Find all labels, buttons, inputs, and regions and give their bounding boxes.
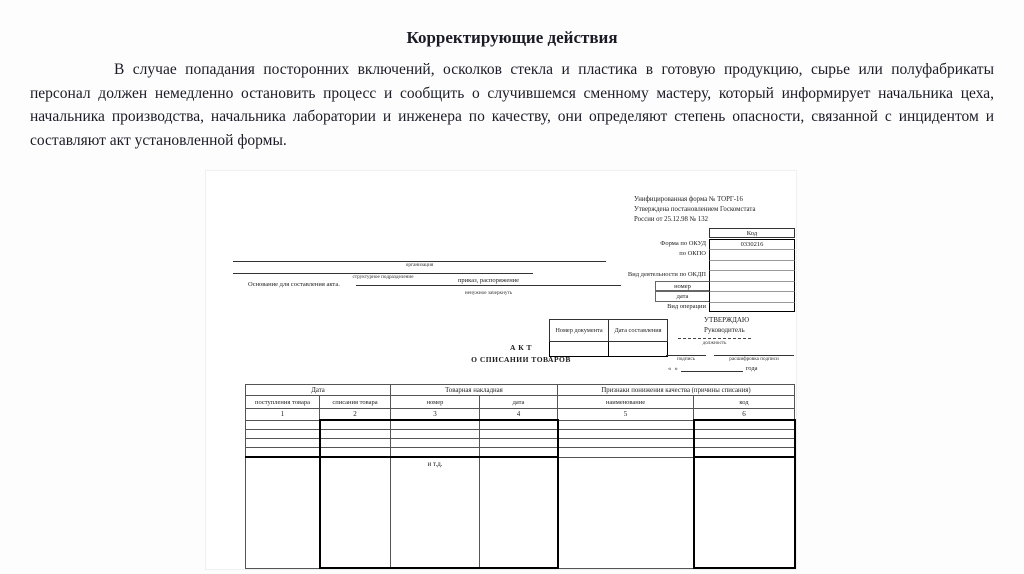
subdivision-label: структурное подразделение xyxy=(352,274,414,280)
date-quotes: « » xyxy=(668,365,678,372)
torg16-form-image xyxy=(205,170,797,570)
table-row xyxy=(246,448,795,458)
signature-label: подпись xyxy=(676,356,696,362)
group-header-row xyxy=(246,385,795,396)
act-title xyxy=(456,342,586,366)
table-row xyxy=(246,439,795,448)
subdivision-line xyxy=(233,265,533,274)
code-label-number: номер xyxy=(655,281,709,292)
code-value-okud: 0330216 xyxy=(709,239,795,250)
slide-paragraph: В случае попадания посторонних включений, осколков стекла и пластика в готовую продукцию, сырье или полуфабрикаты персонал должен немедленно остановить процесс и сообщить о случившемся сменному мастеру, который информирует начальника цеха, начальника производства, начальника лаборатории и инженера по качеству, они определяют степень опасности, связанной с инцидентом и составляют акт установленной формы. xyxy=(30,61,994,149)
col-header-reason-code: код xyxy=(694,396,795,409)
position-line xyxy=(678,332,751,339)
code-header-cell: Код xyxy=(709,228,795,238)
code-label-okdp: Вид деятельности по ОКДП xyxy=(627,271,706,278)
form-approval-note-line: Унифицированная форма № ТОРГ-16 xyxy=(634,196,743,203)
code-value-okpo xyxy=(709,249,795,260)
form-approval-note xyxy=(634,195,794,225)
code-label-operation: Вид операции xyxy=(667,302,706,310)
col-header-invoice-date: дата xyxy=(480,396,558,409)
code-value-date xyxy=(709,291,795,302)
col-header-invoice-number: номер xyxy=(391,396,480,409)
doc-date-cell xyxy=(609,342,668,357)
group-header-date: Дата xyxy=(246,385,391,396)
group-header-invoice: Товарная накладная xyxy=(391,385,558,396)
table-row xyxy=(246,420,795,430)
code-row-operation xyxy=(366,302,795,313)
form-approval-note-line: Утверждена постановлением Госкомстата xyxy=(634,206,756,213)
table-row xyxy=(246,430,795,439)
act-title-line2: О СПИСАНИИ ТОВАРОВ xyxy=(471,355,571,364)
doc-date-header: Дата составления xyxy=(609,320,668,342)
code-row-okud xyxy=(366,239,795,250)
sub-header-row xyxy=(246,396,795,409)
group-header-quality: Признаки понижения качества (причины списания) xyxy=(558,385,795,396)
col-header-reason-name: наименование xyxy=(558,396,694,409)
code-label-okud: Форма по ОКУД xyxy=(660,239,706,247)
code-row-header xyxy=(366,228,795,239)
code-value-okdp xyxy=(709,270,795,281)
code-label-okpo: по ОКПО xyxy=(679,250,706,257)
date-line xyxy=(681,363,743,372)
signature-decode-line xyxy=(714,347,794,356)
doc-number-header: Номер документа xyxy=(550,320,609,342)
approve-date-row xyxy=(668,363,794,372)
code-value-number xyxy=(709,281,795,292)
signature-line xyxy=(666,347,706,356)
approve-heading: УТВЕРЖДАЮ xyxy=(704,316,750,324)
basis-label: Основание для составления акта. xyxy=(248,281,340,288)
signature-decode-label: расшифровка подписи xyxy=(729,356,779,362)
slide-title: Корректирующие действия xyxy=(406,28,618,47)
etc-cell: и т.д. xyxy=(391,457,480,568)
code-value-empty xyxy=(709,260,795,271)
code-value-operation xyxy=(709,302,795,313)
date-suffix: года xyxy=(745,365,758,372)
table-row-etc xyxy=(246,457,795,568)
col-header-writeoff-date: списания товара xyxy=(320,396,391,409)
form-approval-note-line: России от 25.12.98 № 132 xyxy=(634,216,709,223)
basis-line-note: ненужное зачеркнуть xyxy=(464,290,513,296)
code-label-date: дата xyxy=(655,291,709,302)
organization-label: организация xyxy=(405,262,434,268)
column-number-row: 1 2 3 4 5 6 xyxy=(246,409,795,421)
approve-role: Руководитель xyxy=(704,326,745,334)
act-title-line1: А К Т xyxy=(509,343,533,352)
organization-line xyxy=(233,253,606,262)
position-label: должность xyxy=(702,340,727,346)
writeoff-table xyxy=(245,384,796,569)
col-header-receipt-date: поступления товара xyxy=(246,396,320,409)
basis-line: приказ, распоряжение xyxy=(356,277,621,286)
